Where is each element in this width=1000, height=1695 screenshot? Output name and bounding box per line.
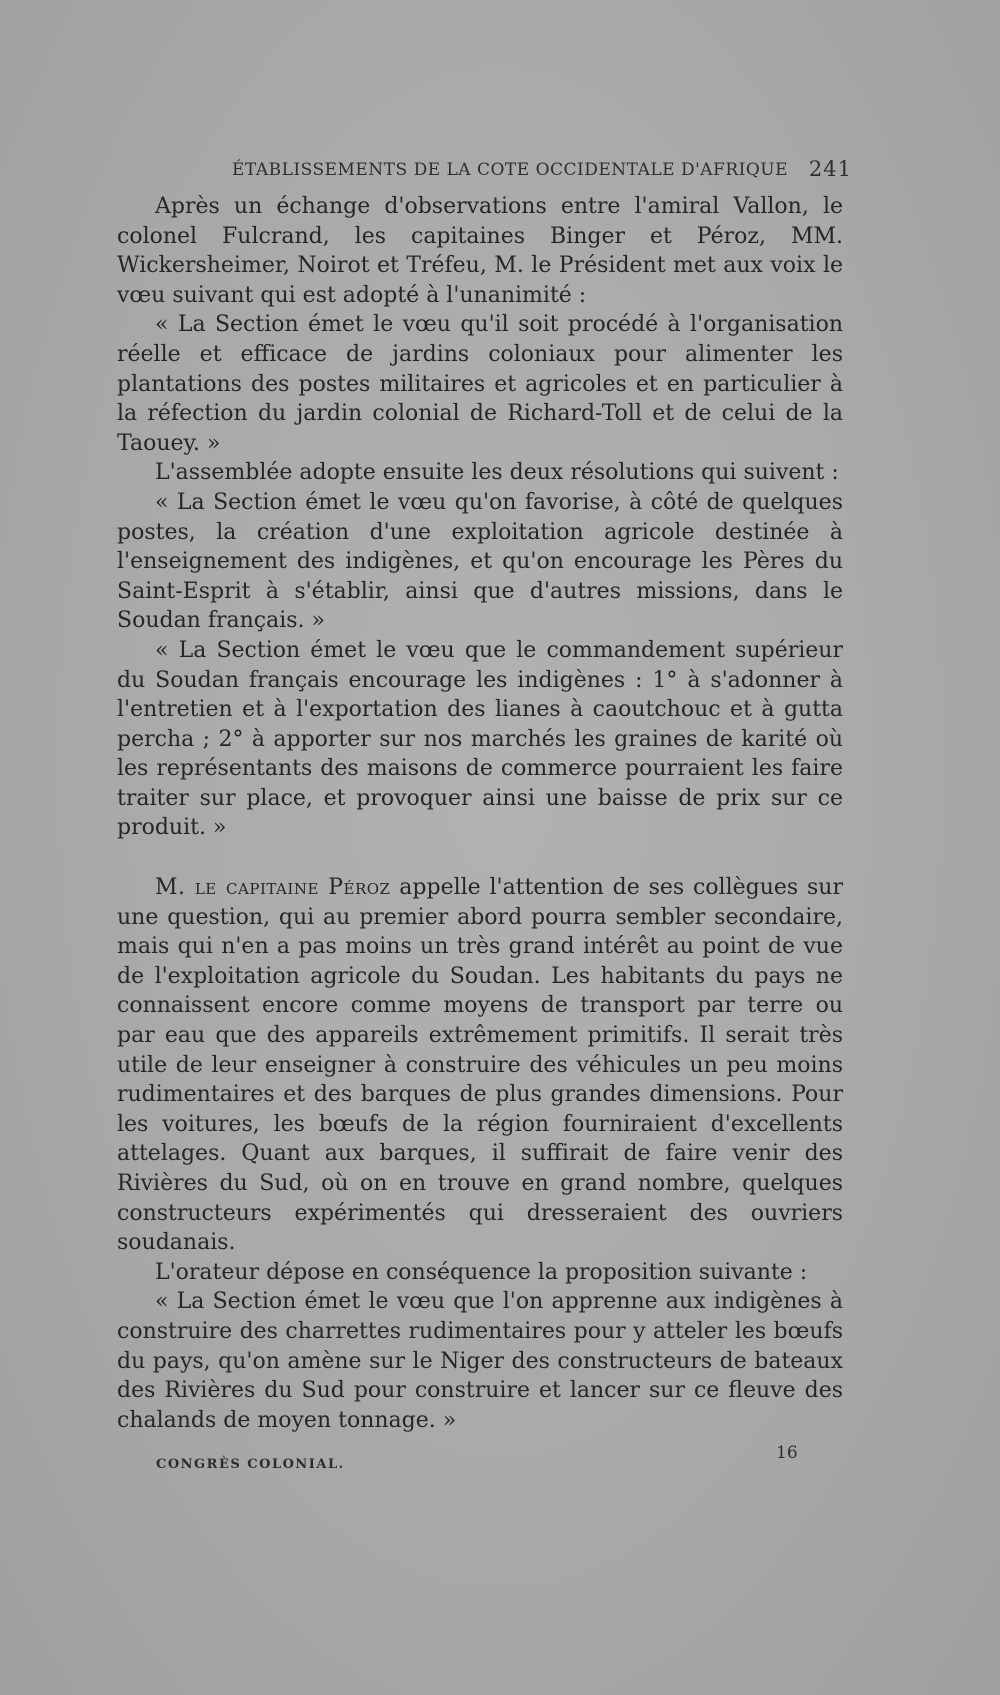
paragraph: « La Section émet le vœu qu'on favorise, à côté de quelques postes, la création d'une exploitation agricole destinée à l'enseignement des indigènes, et qu'on encourage les Pères du Saint-Esprit à s'établir, ainsi que d'autres missions, dans le Soudan français. » (117, 489, 843, 634)
paragraph: L'assemblée adopte ensuite les deux résolutions qui suivent : (155, 460, 839, 486)
page-number: 241 (808, 157, 852, 181)
paragraph: « La Section émet le vœu qu'il soit procédé à l'organisation réelle et efficace de jardins coloniaux pour alimenter les plantations des postes militaires et agricoles et en particulier à la réfection du jardin colonial de Richard-Toll et de celui de la Taouey. » (117, 312, 843, 456)
speaker-name: M. le capitaine Péroz (155, 875, 391, 901)
paragraph: L'orateur dépose en conséquence la proposition suivante : (155, 1259, 808, 1285)
body-text (117, 192, 843, 1435)
speaker-text: appelle l'attention de ses collègues sur une question, qui au premier abord pourra sembler secondaire, mais qui n'en a pas moins un très grand intérêt au point de vue de l'exploitation agricole du Soudan. Les habitants du pays ne connaissent encore comme moyens de transport par terre ou par eau que des appareils extrêmement primitifs. Il serait très utile de leur enseigner à construire des véhicules un peu moins rudimentaires et des barques de plus grandes dimensions. Pour les voitures, les bœufs de la région fourniraient d'excellents attelages. Quant aux barques, il suffirait de faire venir des Rivières du Sud, où on en trouve en grand nombre, quelques constructeurs expérimentés qui dresseraient des ouvriers soudanais. (117, 875, 843, 1256)
signature-mark: CONGRÈS COLONIAL. (156, 1457, 345, 1472)
paragraph: Après un échange d'observations entre l'amiral Vallon, le colonel Fulcrand, les capitaines Binger et Péroz, MM. Wickersheimer, Noirot et Tréfeu, M. le Président met aux voix le vœu suivant qui est adopté à l'unanimité : (117, 194, 843, 308)
page-footer (156, 1443, 798, 1481)
paragraph: « La Section émet le vœu que l'on apprenne aux indigènes à construire des charrettes rudimentaires pour y atteler les bœufs du pays, qu'on amène sur le Niger des constructeurs de bateaux des Rivières du Sud pour construire et lancer sur ce fleuve des chalands de moyen tonnage. » (117, 1289, 843, 1433)
paragraph: « La Section émet le vœu que le commandement supérieur du Soudan français encourage les indigènes : 1° à s'adonner à l'entretien et à l'exportation des lianes à caoutchouc et à gutta percha ; 2° à apporter sur nos marchés les graines de karité où les représentants des maisons de commerce pourraient les faire traiter sur place, et provoquer ainsi une baisse de prix sur ce produit. » (117, 637, 843, 841)
running-title: ÉTABLISSEMENTS DE LA COTE OCCIDENTALE D'AFRIQUE (232, 160, 789, 180)
signature-number: 16 (776, 1443, 798, 1463)
speaker-paragraph (117, 873, 843, 1258)
running-head (232, 157, 852, 188)
